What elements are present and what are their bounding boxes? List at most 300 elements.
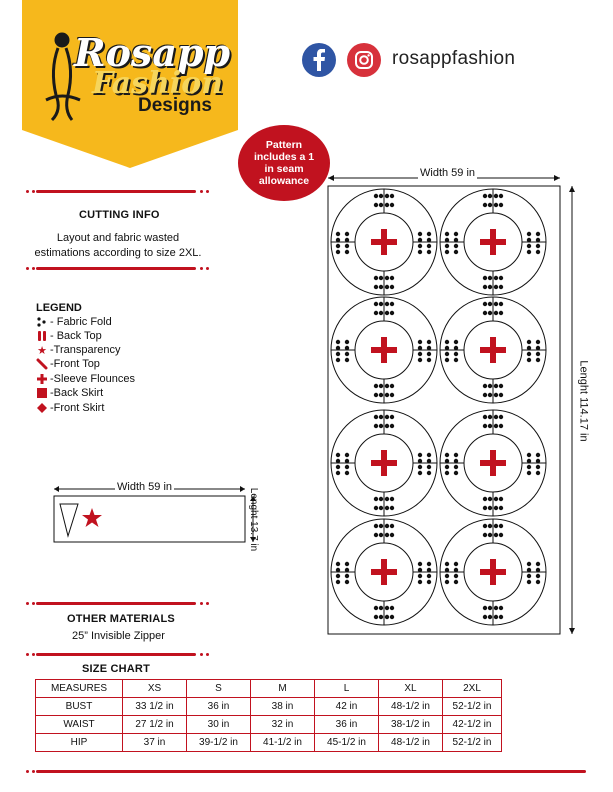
fabric-fold-dot [445,340,449,344]
arrow-head [569,186,575,192]
divider-dot [32,267,35,270]
fabric-fold-dot [379,533,383,537]
table-cell: 52-1/2 in [443,734,502,752]
fabric-fold-dot [336,340,340,344]
table-cell: 33 1/2 in [123,698,187,716]
legend-item-fabric-fold [36,315,112,329]
header-m: M [251,680,315,698]
fabric-fold-dot [418,562,422,566]
fabric-fold-dot [385,203,389,207]
fabric-fold-dot [536,471,540,475]
transparency-piece [82,508,102,527]
fabric-fold-dot [527,562,531,566]
fabric-fold-dot [385,424,389,428]
fabric-fold-dot [374,203,378,207]
back-top-icon [36,330,48,342]
fabric-fold-dot [336,346,340,350]
table-row [36,716,502,734]
divider-dot [26,653,29,656]
fabric-fold-dot [488,497,492,501]
table-cell: 42 in [315,698,379,716]
table-cell: 36 in [315,716,379,734]
front-top-icon [36,358,48,370]
fabric-fold-dot [374,533,378,537]
fabric-fold-dot [536,568,540,572]
divider-dot [32,602,35,605]
fabric-fold-dot [454,238,458,242]
sleeve-flounces-marker [480,347,506,353]
fabric-fold-dot [427,580,431,584]
fabric-fold-dot [445,568,449,572]
fabric-fold-dot [483,615,487,619]
fabric-fold-dot [488,384,492,388]
fabric-fold-dot [336,574,340,578]
sleeve-flounces-marker [371,569,397,575]
fabric-fold-dot [379,393,383,397]
fabric-fold-dot [483,393,487,397]
table-cell: 45-1/2 in [315,734,379,752]
fabric-fold-dot [345,340,349,344]
fabric-fold-dot [499,497,503,501]
fabric-fold-dot [418,580,422,584]
fabric-fold-dot [494,497,498,501]
fabric-fold-dot [374,424,378,428]
plus-icon [36,373,48,385]
arrow-head [569,628,575,634]
fabric-fold-dot [499,506,503,510]
fabric-fold-dot [445,232,449,236]
divider-dot [26,267,29,270]
fabric-fold-dot [454,358,458,362]
fabric-fold-dot [483,311,487,315]
fabric-fold-dot [385,606,389,610]
diamond-icon [36,402,48,414]
fabric-fold-dot [445,459,449,463]
fabric-fold-dot [385,393,389,397]
fabric-fold-dot [494,606,498,610]
table-cell: 39-1/2 in [187,734,251,752]
fabric-fold-dot [494,424,498,428]
fabric-fold-dot [499,302,503,306]
fabric-fold-dot [454,340,458,344]
table-cell: 48-1/2 in [379,734,443,752]
fabric-fold-dot [345,453,349,457]
fabric-fold-dot [499,276,503,280]
fabric-fold-dot [390,285,394,289]
fabric-fold-dot [499,311,503,315]
fabric-fold-dot [536,580,540,584]
fabric-fold-dot [345,459,349,463]
fabric-fold-dot [427,340,431,344]
fabric-fold-dot [494,302,498,306]
fabric-fold-dot [385,533,389,537]
fabric-fold-dot [499,415,503,419]
fabric-fold-dot [374,285,378,289]
brand-name: Rosapp [74,30,231,75]
fabric-fold-dot [379,424,383,428]
fabric-fold-dot [483,302,487,306]
section-divider [36,653,196,656]
divider-dot [200,267,203,270]
fabric-fold-dot [494,285,498,289]
size-chart-title: SIZE CHART [82,663,150,675]
brand-designs: Designs [138,95,212,116]
legend-label: -Transparency [50,344,121,356]
table-cell: BUST [36,698,123,716]
fabric-fold-dot [483,606,487,610]
legend-label: -Back Skirt [50,387,104,399]
legend-label: -Front Top [50,358,100,370]
square-icon [36,387,48,399]
fabric-fold-dot [345,238,349,242]
fabric-fold-icon [36,316,48,328]
fabric-fold-dot [494,203,498,207]
fabric-fold-dot [345,465,349,469]
arrow-head [554,175,560,181]
fabric-fold-dot [336,580,340,584]
fabric-fold-dot [345,358,349,362]
fabric-fold-dot [336,471,340,475]
fabric-fold-dot [483,285,487,289]
fabric-fold-dot [527,459,531,463]
fabric-fold-dot [390,384,394,388]
fabric-fold-dot [445,574,449,578]
legend-item-transparency [36,343,121,357]
fabric-fold-dot [494,533,498,537]
size-chart-header-row [36,680,502,698]
fabric-fold-dot [418,453,422,457]
fabric-fold-dot [527,453,531,457]
fabric-fold-dot [488,311,492,315]
fabric-fold-dot [427,471,431,475]
fabric-fold-dot [454,244,458,248]
fabric-fold-dot [385,285,389,289]
fabric-fold-dot [374,393,378,397]
front-top-piece [60,504,78,536]
fabric-fold-dot [488,276,492,280]
fabric-fold-dot [374,311,378,315]
table-cell: 38-1/2 in [379,716,443,734]
fabric-fold-dot [390,506,394,510]
header-xl: XL [379,680,443,698]
fabric-fold-dot [488,393,492,397]
fabric-fold-dot [390,606,394,610]
fabric-fold-dot [483,194,487,198]
fabric-fold-dot [494,311,498,315]
legend-item-front-skirt [36,401,104,415]
fabric-fold-dot [374,606,378,610]
fabric-fold-dot [536,459,540,463]
fabric-fold-dot [418,459,422,463]
fabric-fold-dot [494,524,498,528]
fabric-fold-dot [454,465,458,469]
fabric-fold-dot [527,238,531,242]
fabric-fold-dot [374,524,378,528]
fabric-fold-dot [488,524,492,528]
fabric-fold-dot [445,244,449,248]
fabric-fold-dot [488,615,492,619]
fabric-fold-dot [494,384,498,388]
fabric-fold-dot [527,352,531,356]
star-icon: ★ [37,344,47,357]
fabric-fold-dot [494,276,498,280]
divider-dot [32,190,35,193]
fabric-outline [328,186,560,634]
fabric-fold-dot [454,574,458,578]
fabric-fold-dot [390,524,394,528]
table-cell: 32 in [251,716,315,734]
fabric-fold-dot [445,580,449,584]
legend-item-front-top [36,357,100,371]
fabric-fold-dot [336,459,340,463]
table-cell: 42-1/2 in [443,716,502,734]
sleeve-flounces-marker [371,239,397,245]
fabric-fold-dot [536,574,540,578]
table-cell: 37 in [123,734,187,752]
fabric-fold-dot [454,232,458,236]
fabric-fold-dot [418,232,422,236]
fabric-fold-dot [494,393,498,397]
fabric-fold-dot [336,358,340,362]
fabric-fold-dot [427,574,431,578]
fabric-fold-dot [527,465,531,469]
fabric-fold-dot [379,415,383,419]
arrow-head [328,175,334,181]
fabric-fold-dot [345,250,349,254]
fabric-fold-dot [418,250,422,254]
fabric-fold-dot [488,606,492,610]
fabric-fold-dot [494,415,498,419]
fabric-fold-dot [483,524,487,528]
table-cell: 41-1/2 in [251,734,315,752]
fabric-fold-dot [527,340,531,344]
fabric-fold-dot [483,497,487,501]
fabric-fold-dot [454,459,458,463]
sleeve-flounces-marker [480,460,506,466]
fabric-fold-dot [336,453,340,457]
small-layout-length-label: Lenght 13.7 in [248,487,260,552]
divider-dot [206,602,209,605]
table-row [36,698,502,716]
fabric-fold-dot [483,424,487,428]
header-s: S [187,680,251,698]
fabric-fold-dot [527,346,531,350]
header-measures: MEASURES [36,680,123,698]
header-l: L [315,680,379,698]
fabric-fold-dot [488,506,492,510]
fabric-fold-dot [390,424,394,428]
table-cell: HIP [36,734,123,752]
section-divider [36,602,196,605]
other-materials-title: OTHER MATERIALS [67,613,175,625]
fabric-fold-dot [345,471,349,475]
fabric-fold-dot [527,471,531,475]
sleeve-flounces-marker [371,460,397,466]
table-cell: 52-1/2 in [443,698,502,716]
fabric-fold-dot [427,465,431,469]
fabric-fold-dot [390,533,394,537]
fabric-fold-dot [499,285,503,289]
fabric-fold-dot [385,194,389,198]
fabric-fold-dot [488,415,492,419]
fabric-fold-dot [536,453,540,457]
fabric-fold-dot [536,232,540,236]
fabric-fold-dot [483,384,487,388]
fabric-fold-dot [499,203,503,207]
fabric-fold-dot [488,203,492,207]
fabric-fold-dot [336,352,340,356]
fabric-fold-dot [336,568,340,572]
divider-dot [200,602,203,605]
size-chart-table [35,679,502,752]
main-cutting-layout [326,170,581,640]
fabric-fold-dot [454,250,458,254]
main-layout-length-label: Lenght 114.17 in [577,360,590,442]
fabric-fold-dot [488,285,492,289]
cutting-info-title: CUTTING INFO [79,209,160,221]
fabric-fold-dot [494,615,498,619]
fabric-fold-dot [390,415,394,419]
fabric-fold-dot [488,302,492,306]
header-xs: XS [123,680,187,698]
fabric-fold-dot [336,238,340,242]
fabric-fold-dot [336,244,340,248]
fabric-fold-dot [385,524,389,528]
fabric-fold-dot [445,453,449,457]
divider-dot [200,653,203,656]
fabric-fold-dot [494,506,498,510]
facebook-icon[interactable] [302,43,336,77]
fabric-fold-dot [445,352,449,356]
fabric-fold-dot [536,465,540,469]
fabric-fold-dot [418,352,422,356]
fabric-fold-dot [385,311,389,315]
fabric-fold-dot [536,562,540,566]
fabric-fold-dot [379,506,383,510]
fabric-fold-dot [379,524,383,528]
fabric-fold-dot [445,562,449,566]
fabric-fold-dot [379,276,383,280]
fabric-fold-dot [418,238,422,242]
legend-label: -Sleeve Flounces [50,373,135,385]
fabric-fold-dot [536,238,540,242]
fabric-fold-dot [483,533,487,537]
sleeve-flounces-marker [480,569,506,575]
fabric-fold-dot [483,203,487,207]
seam-allowance-badge: Pattern includes a 1 in seam allowance [238,125,330,201]
fabric-fold-dot [499,606,503,610]
fabric-fold-dot [454,453,458,457]
fabric-fold-dot [345,574,349,578]
table-cell: 27 1/2 in [123,716,187,734]
divider-dot [200,190,203,193]
fabric-fold-dot [345,352,349,356]
fabric-fold-dot [345,580,349,584]
table-row [36,734,502,752]
fabric-fold-dot [336,250,340,254]
footer-divider [36,770,586,773]
divider-dot [26,770,29,773]
fabric-fold-dot [379,497,383,501]
fabric-fold-dot [379,606,383,610]
fabric-fold-dot [427,453,431,457]
sleeve-flounces-marker [480,239,506,245]
legend-item-back-top [36,329,102,343]
legend-label: - Fabric Fold [50,316,112,328]
fabric-fold-dot [499,533,503,537]
fabric-fold-dot [499,194,503,198]
fabric-fold-dot [427,568,431,572]
fabric-fold-dot [374,497,378,501]
fabric-fold-dot [385,615,389,619]
fabric-fold-dot [390,615,394,619]
fabric-fold-dot [427,346,431,350]
legend-item-back-skirt [36,386,103,400]
cutting-info-description: Layout and fabric wasted estimations according to size 2XL. [34,232,202,259]
fabric-fold-dot [445,250,449,254]
fabric-fold-dot [427,238,431,242]
fabric-fold-dot [374,384,378,388]
fabric-fold-dot [499,615,503,619]
social-handle[interactable]: rosappfashion [392,48,516,69]
fabric-fold-dot [494,194,498,198]
divider-dot [32,770,35,773]
fabric-fold-dot [454,568,458,572]
fabric-fold-dot [390,194,394,198]
fabric-fold-dot [385,415,389,419]
fabric-fold-dot [374,415,378,419]
small-layout-width-label: Width 59 in [117,481,173,493]
divider-dot [26,190,29,193]
fabric-fold-dot [336,562,340,566]
fabric-fold-dot [536,244,540,248]
fabric-fold-dot [536,352,540,356]
main-layout-width-label: Width 59 in [420,167,476,179]
fabric-fold-dot [379,203,383,207]
legend-label: - Back Top [50,330,102,342]
divider-dot [32,653,35,656]
fabric-fold-dot [499,524,503,528]
divider-dot [206,190,209,193]
instagram-icon[interactable] [347,43,381,77]
fabric-fold-dot [527,250,531,254]
fabric-fold-dot [379,194,383,198]
fabric-fold-dot [483,506,487,510]
fabric-fold-dot [418,471,422,475]
brand-subtitle: Fashion [92,66,224,101]
fabric-fold-dot [536,340,540,344]
fabric-fold-dot [418,346,422,350]
other-materials-item: 25” Invisible Zipper [72,630,165,642]
table-cell: 36 in [187,698,251,716]
fabric-fold-dot [445,346,449,350]
fabric-fold-dot [488,424,492,428]
fabric-fold-dot [527,580,531,584]
fabric-fold-dot [445,465,449,469]
fabric-fold-dot [454,562,458,566]
fabric-fold-dot [488,533,492,537]
fabric-fold-dot [374,302,378,306]
fabric-fold-dot [390,393,394,397]
fabric-fold-dot [454,471,458,475]
fabric-fold-dot [427,358,431,362]
divider-dot [26,602,29,605]
fabric-fold-dot [385,506,389,510]
fabric-fold-dot [345,562,349,566]
fabric-fold-dot [418,340,422,344]
fabric-fold-dot [379,302,383,306]
fabric-fold-dot [454,346,458,350]
